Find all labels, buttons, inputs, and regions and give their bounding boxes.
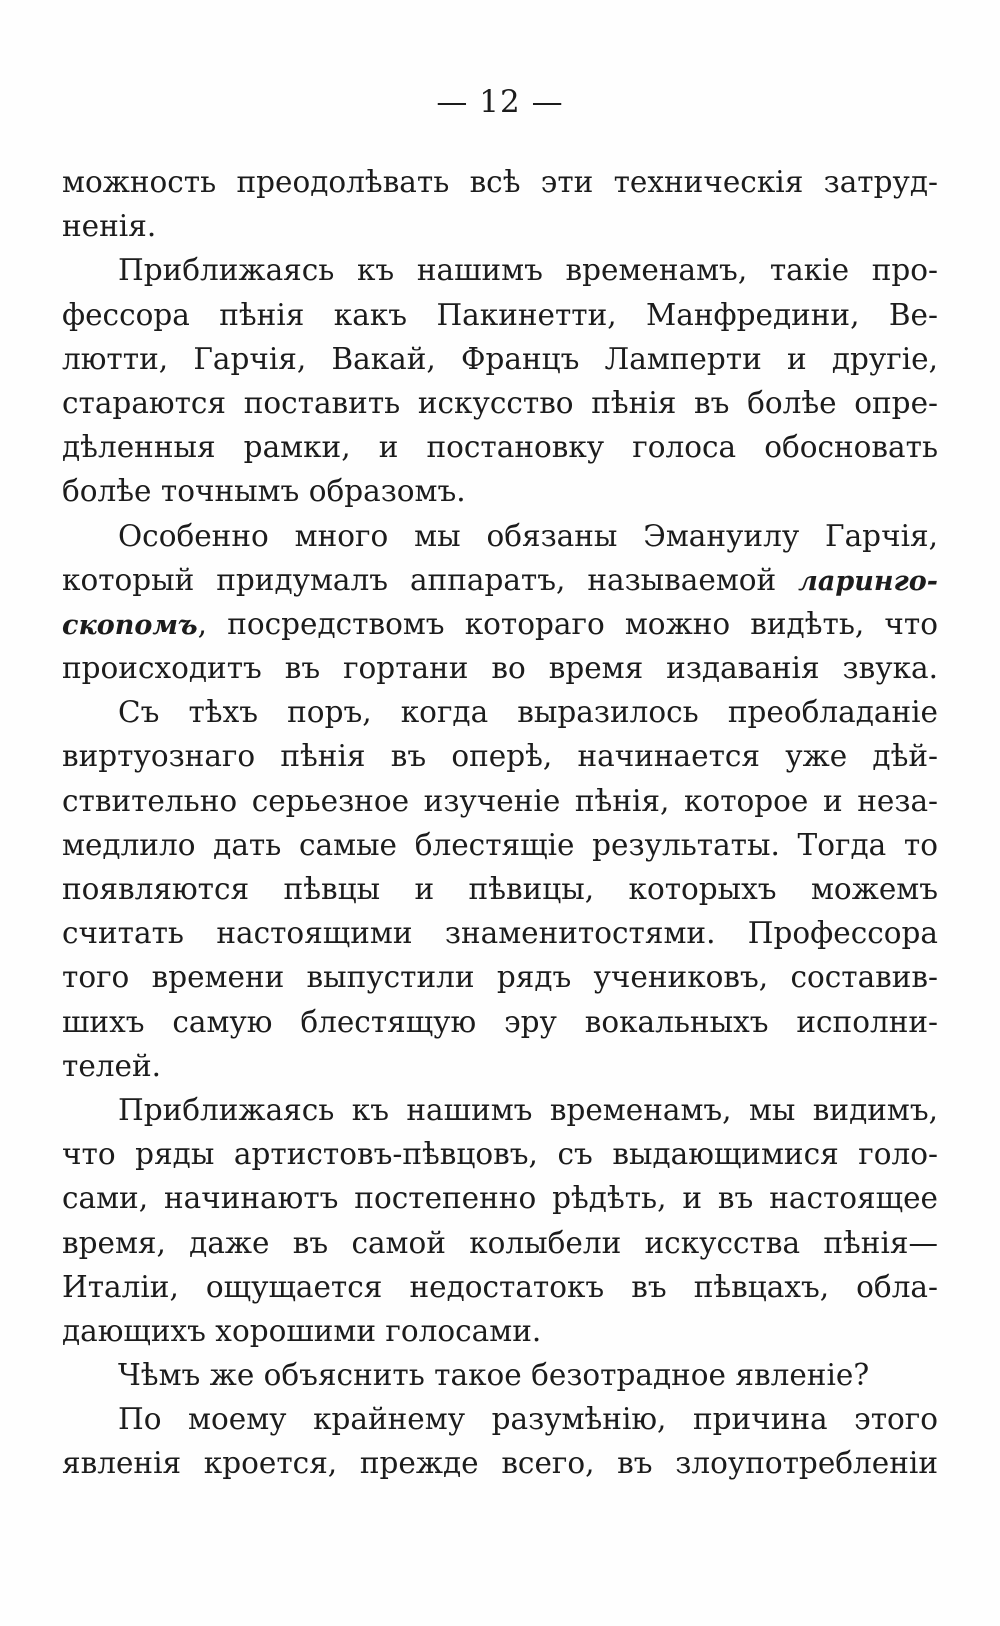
text-line: того времени выпустили рядъ учениковъ, составив-	[62, 960, 938, 995]
text-line: шихъ самую блестящую эру вокальныхъ исполни-	[62, 1004, 938, 1039]
text-run: , посредствомъ котораго можно видѣть, что	[197, 606, 938, 641]
text-run: который придумалъ аппаратъ, называемой	[62, 562, 777, 597]
text-line: появляются пѣвцы и пѣвицы, которыхъ можемъ	[62, 872, 938, 906]
text-line: явленія кроется, прежде всего, въ злоупотребленіи	[62, 1446, 938, 1481]
text-line: дѣленныя рамки, и постановку голоса обосновать	[62, 430, 938, 465]
text-line: можность преодолѣвать всѣ эти техническія затруд-	[62, 165, 938, 199]
body-text	[62, 160, 938, 1486]
text-line	[62, 558, 938, 602]
text-line	[62, 602, 938, 646]
text-line: ненія.	[62, 209, 157, 244]
text-line: болѣе точнымъ образомъ.	[62, 474, 466, 509]
paragraph-first-line: Приближаясь къ нашимъ временамъ, мы видимъ,	[118, 1092, 938, 1127]
page-number: — 12 —	[436, 84, 564, 120]
text-line: что ряды артистовъ-пѣвцовъ, съ выдающимися голо-	[62, 1137, 938, 1172]
text-line: происходитъ въ гортани во время издаванія звука.	[62, 651, 938, 686]
text-line: лютти, Гарчія, Вакай, Францъ Ламперти и другіе,	[62, 341, 938, 376]
paragraph-first-line: Приближаясь къ нашимъ временамъ, такіе про-	[118, 253, 938, 288]
paragraph-first-line: По моему крайнему разумѣнію, причина этого	[118, 1402, 938, 1437]
italic-term: ларинго-	[798, 565, 938, 597]
text-line: телей.	[62, 1048, 162, 1083]
text-line: стараются поставить искусство пѣнія въ болѣе опре-	[62, 385, 938, 420]
paragraph-first-line: Особенно много мы обязаны Эмануилу Гарчія,	[118, 518, 938, 553]
text-line: медлило дать самые блестящіе результаты. Тогда то	[62, 827, 938, 862]
text-line: считать настоящими знаменитостями. Профессора	[62, 916, 938, 951]
text-line: время, даже въ самой колыбели искусства пѣнія—	[62, 1225, 938, 1260]
text-line: ствительно серьезное изученіе пѣнія, которое и неза-	[62, 783, 938, 818]
text-line: Италіи, ощущается недостатокъ въ пѣвцахъ, обла-	[62, 1269, 938, 1304]
text-line: дающихъ хорошими голосами.	[62, 1313, 542, 1348]
text-line: сами, начинаютъ постепенно рѣдѣть, и въ настоящее	[62, 1181, 938, 1216]
text-line: виртуознаго пѣнія въ оперѣ, начинается уже дѣй-	[62, 739, 938, 774]
paragraph-first-line: Съ тѣхъ поръ, когда выразилось преобладаніе	[118, 695, 938, 730]
paragraph-first-line: Чѣмъ же объяснить такое безотрадное явленіе?	[118, 1358, 870, 1393]
italic-term: скопомъ	[62, 609, 198, 641]
text-line: фессора пѣнія какъ Пакинетти, Манфредини, Ве-	[62, 297, 938, 332]
